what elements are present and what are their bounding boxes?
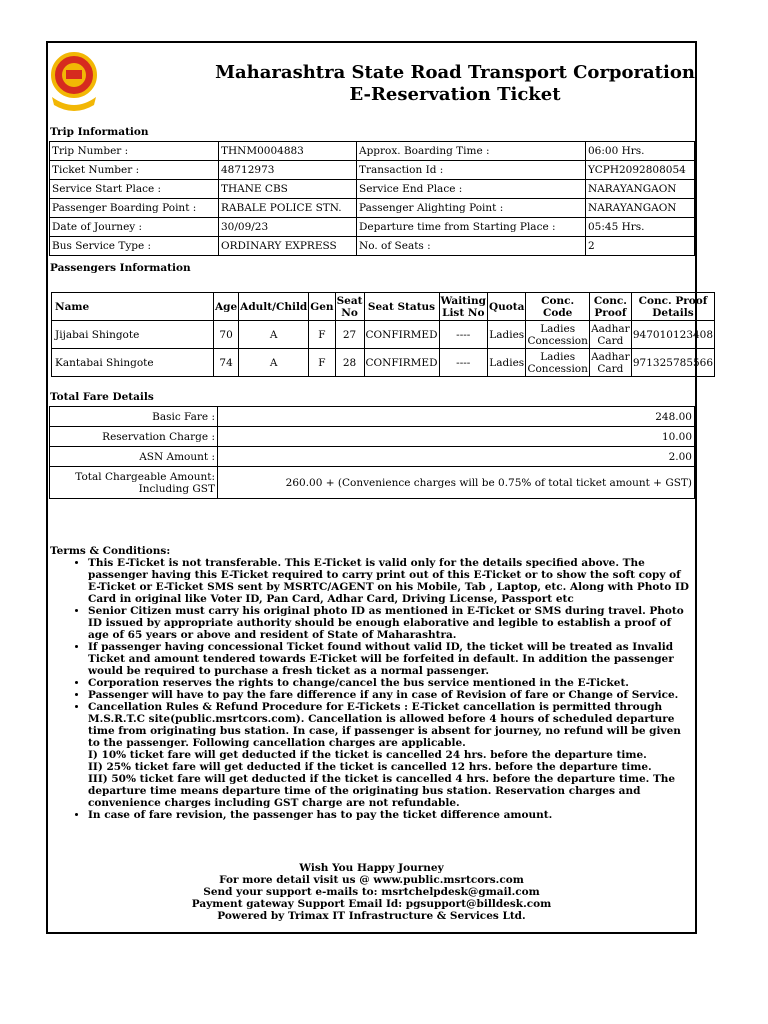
trip-field-value: NARAYANGAON <box>586 180 695 199</box>
passenger-cell: 74 <box>214 349 239 377</box>
passenger-cell: CONFIRMED <box>364 321 439 349</box>
terms-conditions <box>50 545 695 821</box>
passenger-cell: ---- <box>439 321 488 349</box>
term-item: • This E-Ticket is not transferable. This E-Ticket is valid only for the details specified above. The passenger having this E-Ticket required to carry print out of this E-Ticket or to show the soft copy of E-Ticket or E-Ticket SMS sent by MSRTC/AGENT on his Mobile, Tab , Laptop, etc. Along with Photo ID Card in original like Voter ID, Pan Card, Adhar Card, Driving License, Passport etc <box>88 557 695 605</box>
reservation-charge-label: Reservation Charge : <box>50 427 218 447</box>
passenger-cell: Aadhar Card <box>591 322 630 347</box>
trip-field-label: Date of Journey : <box>50 218 219 237</box>
passenger-cell: 971325785566 <box>631 349 714 377</box>
basic-fare-value: 248.00 <box>218 407 695 427</box>
trip-field-label: Approx. Boarding Time : <box>357 142 586 161</box>
trip-field-value: ORDINARY EXPRESS <box>219 237 357 256</box>
ticket-footer <box>46 862 697 922</box>
trip-info-table <box>49 141 695 256</box>
total-amount-label <box>50 467 218 499</box>
total-label-line2: Including GST <box>138 482 215 495</box>
fare-row-total <box>50 467 695 499</box>
footer-payment-email: Payment gateway Support Email Id: pgsupport@billdesk.com <box>191 898 552 910</box>
passengers-table <box>51 292 715 377</box>
passengers-info-label: Passengers Information <box>50 262 191 274</box>
passenger-column-header: Waiting List No <box>440 294 487 319</box>
total-label-line1: Total Chargeable Amount: <box>75 470 215 483</box>
term-item: • If passenger having concessional Ticket found without valid ID, the ticket will be treated as Invalid Ticket and amount tendered towards E-Ticket will be forfeited in default. In addition the passenger would be required to purchase a fresh ticket as a normal passenger. <box>88 641 695 677</box>
passenger-column-header: Conc. Code <box>526 293 589 321</box>
trip-field-value: 30/09/23 <box>219 218 357 237</box>
footer-powered-by: Powered by Trimax IT Infrastructure & Services Ltd. <box>217 910 526 922</box>
passenger-cell: 27 <box>335 321 364 349</box>
term-item: • In case of fare revision, the passenger has to pay the ticket difference amount. <box>88 809 695 821</box>
footer-greeting: Wish You Happy Journey <box>299 862 444 874</box>
title-corporation: Maharashtra State Road Transport Corporation <box>215 62 695 83</box>
trip-info-row <box>50 199 695 218</box>
passenger-row <box>52 321 715 349</box>
cancellation-text: Cancellation Rules & Refund Procedure for E-Tickets : E-Ticket cancellation is permitted through M.S.R.T.C site(public.msrtcors.com). Cancellation is allowed before 4 hours of scheduled departure time from originating bus station. In case, if passenger is absent for journey, no refund will be given to the passenger. Following cancellation charges are applicable. <box>88 701 681 749</box>
asn-amount-value: 2.00 <box>218 447 695 467</box>
asn-amount-label: ASN Amount : <box>50 447 218 467</box>
terms-heading: Terms & Conditions: <box>50 545 171 557</box>
trip-field-label: No. of Seats : <box>357 237 586 256</box>
trip-field-label: Ticket Number : <box>50 161 219 180</box>
trip-field-value: THANE CBS <box>219 180 357 199</box>
document-title <box>190 62 720 106</box>
trip-field-value: YCPH2092808054 <box>586 161 695 180</box>
passenger-cell: Kantabai Shingote <box>52 349 214 377</box>
passenger-cell: A <box>239 349 309 377</box>
total-amount-value: 260.00 + (Convenience charges will be 0.75% of total ticket amount + GST) <box>218 467 695 499</box>
passenger-cell: CONFIRMED <box>364 349 439 377</box>
trip-field-value: RABALE POLICE STN. <box>219 199 357 218</box>
passenger-cell: F <box>309 321 335 349</box>
trip-field-label: Departure time from Starting Place : <box>357 218 586 237</box>
passenger-column-header: Gen <box>309 293 335 321</box>
trip-info-row <box>50 180 695 199</box>
passenger-row <box>52 349 715 377</box>
passenger-column-header: Seat No <box>336 294 363 319</box>
passenger-cell: 28 <box>335 349 364 377</box>
trip-field-label: Service Start Place : <box>50 180 219 199</box>
trip-info-row <box>50 218 695 237</box>
trip-field-value: 05:45 Hrs. <box>586 218 695 237</box>
trip-info-row <box>50 237 695 256</box>
fare-table <box>49 406 695 499</box>
trip-info-label: Trip Information <box>50 126 149 138</box>
passenger-cell: Jijabai Shingote <box>52 321 214 349</box>
passenger-cell: Ladies Concession <box>527 322 588 347</box>
fare-row-asn <box>50 447 695 467</box>
trip-field-label: Passenger Boarding Point : <box>50 199 219 218</box>
msrtc-logo-icon <box>50 51 98 117</box>
passenger-cell: 947010123408 <box>631 321 714 349</box>
trip-field-value: 48712973 <box>219 161 357 180</box>
footer-website: For more detail visit us @ www.public.msrtcors.com <box>219 874 524 886</box>
basic-fare-label: Basic Fare : <box>50 407 218 427</box>
passenger-cell: Ladies Concession <box>527 350 588 375</box>
passenger-column-header: Age <box>214 293 239 321</box>
trip-field-value: 06:00 Hrs. <box>586 142 695 161</box>
term-item: • Passenger will have to pay the fare difference if any in case of Revision of fare or Change of Service. <box>88 689 695 701</box>
trip-info-row <box>50 161 695 180</box>
trip-field-label: Trip Number : <box>50 142 219 161</box>
cancellation-rule-3: III) 50% ticket fare will get deducted if the ticket is cancelled 4 hrs. before the departure time. The departure time means departure time of the originating bus station. Reservation charges and convenience charges including GST charge are not refundable. <box>88 773 676 809</box>
passenger-cell: F <box>309 349 335 377</box>
fare-details-label: Total Fare Details <box>50 391 154 403</box>
trip-field-value: 2 <box>586 237 695 256</box>
passenger-column-header: Seat Status <box>364 293 439 321</box>
trip-info-row <box>50 142 695 161</box>
passenger-column-header: Adult/Child <box>239 293 309 321</box>
trip-field-label: Transaction Id : <box>357 161 586 180</box>
trip-field-value: NARAYANGAON <box>586 199 695 218</box>
term-item-cancellation <box>88 701 695 809</box>
trip-field-label: Bus Service Type : <box>50 237 219 256</box>
passenger-cell: 70 <box>214 321 239 349</box>
passenger-cell: Ladies <box>488 349 526 377</box>
cancellation-rule-2: II) 25% ticket fare will get deducted if the ticket is cancelled 12 hrs. before the departure time. <box>88 761 652 773</box>
passenger-cell: Ladies <box>488 321 526 349</box>
passenger-column-header: Quota <box>488 293 526 321</box>
fare-row-reservation <box>50 427 695 447</box>
passenger-cell: A <box>239 321 309 349</box>
fare-row-basic <box>50 407 695 427</box>
cancellation-rule-1: I) 10% ticket fare will get deducted if the ticket is cancelled 24 hrs. before the departure time. <box>88 749 647 761</box>
reservation-charge-value: 10.00 <box>218 427 695 447</box>
term-item: • Corporation reserves the rights to change/cancel the bus service mentioned in the E-Ticket. <box>88 677 695 689</box>
terms-list <box>50 557 695 821</box>
passenger-cell: Aadhar Card <box>591 350 630 375</box>
trip-field-value: THNM0004883 <box>219 142 357 161</box>
passenger-column-header: Name <box>52 293 214 321</box>
passenger-column-header: Conc. Proof <box>589 293 631 321</box>
trip-field-label: Passenger Alighting Point : <box>357 199 586 218</box>
passenger-column-header: Conc. Proof Details <box>631 293 714 321</box>
title-ticket: E-Reservation Ticket <box>349 84 561 105</box>
term-item: • Senior Citizen must carry his original photo ID as mentioned in E-Ticket or SMS during travel. Photo ID issued by appropriate authority should be enough elaborative and legible to establish a proof of age of 65 years or above and resident of State of Maharashtra. <box>88 605 695 641</box>
footer-support-email: Send your support e-mails to: msrtchelpdesk@gmail.com <box>203 886 540 898</box>
passenger-cell: ---- <box>439 349 488 377</box>
trip-field-label: Service End Place : <box>357 180 586 199</box>
